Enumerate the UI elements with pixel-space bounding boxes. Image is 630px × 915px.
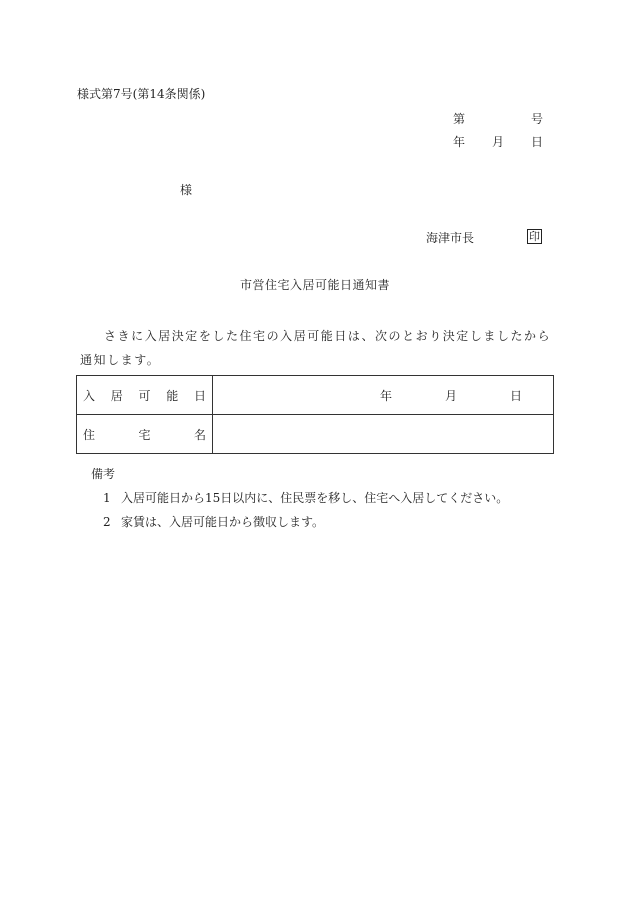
- note-number: 1: [103, 491, 111, 505]
- note-number: 2: [103, 515, 111, 529]
- date-year-label: 年: [453, 135, 466, 149]
- table-row: [77, 376, 554, 415]
- housing-name-value: [213, 415, 554, 454]
- issuer-name: 海津市長: [426, 231, 475, 245]
- move-in-month-label: 月: [445, 389, 458, 403]
- seal-stamp: 印: [529, 230, 540, 243]
- housing-name-label: 住宅名: [77, 415, 213, 454]
- note-text: 家賃は、入居可能日から徴収します。: [121, 515, 325, 529]
- notes-heading: 備考: [91, 467, 116, 481]
- table-row: [77, 415, 554, 454]
- body-paragraph: さきに入居決定をした住宅の入居可能日は、次のとおり決定しましたから通知します。: [80, 329, 552, 367]
- move-in-day-label: 日: [510, 389, 523, 403]
- document-title: 市営住宅入居可能日通知書: [239, 278, 390, 292]
- move-in-date-value: [213, 376, 554, 415]
- document-number-label: 第: [453, 112, 466, 126]
- move-in-date-label: 入居可能日: [77, 376, 213, 415]
- form-reference: 様式第7号(第14条関係): [77, 87, 206, 101]
- info-table: [76, 375, 554, 454]
- move-in-year-label: 年: [380, 389, 393, 403]
- note-item: [103, 490, 508, 506]
- date-day-label: 日: [531, 135, 544, 149]
- date-month-label: 月: [492, 135, 505, 149]
- addressee-honorific: 様: [180, 183, 193, 197]
- note-item: [103, 514, 324, 530]
- document-number-suffix: 号: [531, 112, 544, 126]
- note-text: 入居可能日から15日以内に、住民票を移し、住宅へ入居してください。: [121, 491, 509, 505]
